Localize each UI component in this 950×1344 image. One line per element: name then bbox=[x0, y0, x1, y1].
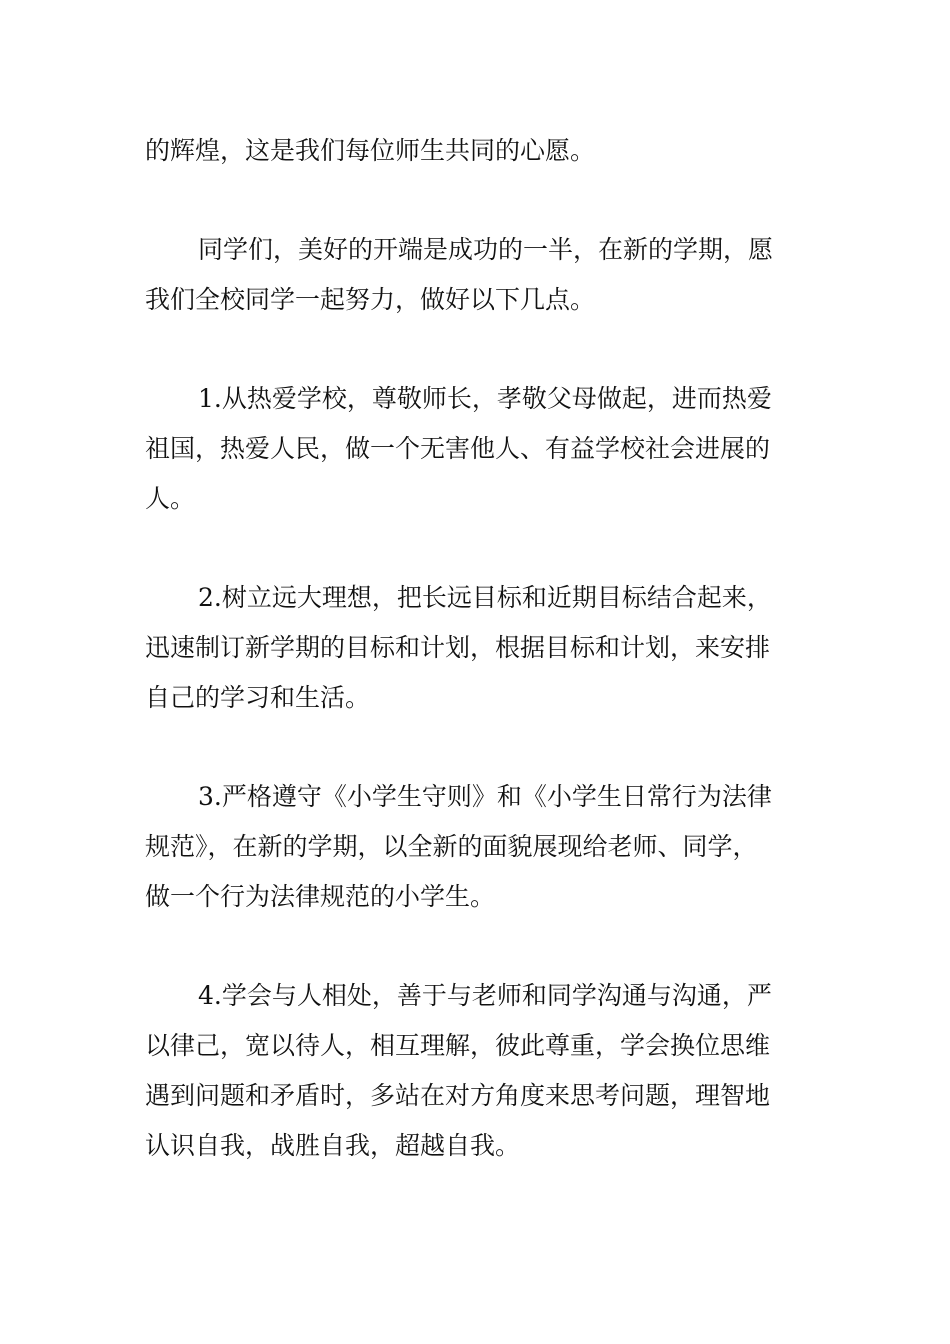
text-line: 认识自我，战胜自我，超越自我。 bbox=[145, 1131, 521, 1160]
paragraph-intro bbox=[0, 283, 950, 317]
list-item-4 bbox=[0, 979, 950, 1013]
text-line: 1.从热爱学校，尊敬师长，孝敬父母做起，进而热爱 bbox=[198, 384, 772, 413]
text-line: 做一个行为法律规范的小学生。 bbox=[145, 882, 496, 911]
text-line: 遇到问题和矛盾时，多站在对方角度来思考问题，理智地 bbox=[145, 1081, 771, 1110]
text-line: 人。 bbox=[145, 484, 196, 513]
list-item-1 bbox=[0, 382, 950, 416]
list-item-4 bbox=[0, 1129, 950, 1163]
text-line: 的辉煌，这是我们每位师生共同的心愿。 bbox=[145, 136, 596, 165]
list-item-4 bbox=[0, 1079, 950, 1113]
list-item-3 bbox=[0, 830, 950, 864]
list-item-2 bbox=[0, 631, 950, 665]
text-line: 4.学会与人相处，善于与老师和同学沟通与沟通，严 bbox=[198, 981, 772, 1010]
text-line: 祖国，热爱人民，做一个无害他人、有益学校社会进展的 bbox=[145, 434, 771, 463]
list-item-3 bbox=[0, 880, 950, 914]
paragraph-intro bbox=[0, 233, 950, 267]
list-item-2 bbox=[0, 581, 950, 615]
text-line: 规范》，在新的学期，以全新的面貌展现给老师、同学， bbox=[145, 832, 758, 861]
list-item-4 bbox=[0, 1029, 950, 1063]
list-item-2 bbox=[0, 681, 950, 715]
text-line: 2.树立远大理想，把长远目标和近期目标结合起来， bbox=[198, 583, 772, 612]
list-item-3 bbox=[0, 780, 950, 814]
list-item-1 bbox=[0, 482, 950, 516]
text-line: 迅速制订新学期的目标和计划，根据目标和计划，来安排 bbox=[145, 633, 771, 662]
text-line: 以律己，宽以待人，相互理解，彼此尊重，学会换位思维 bbox=[145, 1031, 771, 1060]
text-line: 自己的学习和生活。 bbox=[145, 683, 371, 712]
text-line: 同学们，美好的开端是成功的一半，在新的学期，愿 bbox=[198, 235, 774, 264]
text-line: 我们全校同学一起努力，做好以下几点。 bbox=[145, 285, 596, 314]
paragraph-continuation bbox=[0, 134, 950, 168]
text-line: 3.严格遵守《小学生守则》和《小学生日常行为法律 bbox=[198, 782, 772, 811]
list-item-1 bbox=[0, 432, 950, 466]
